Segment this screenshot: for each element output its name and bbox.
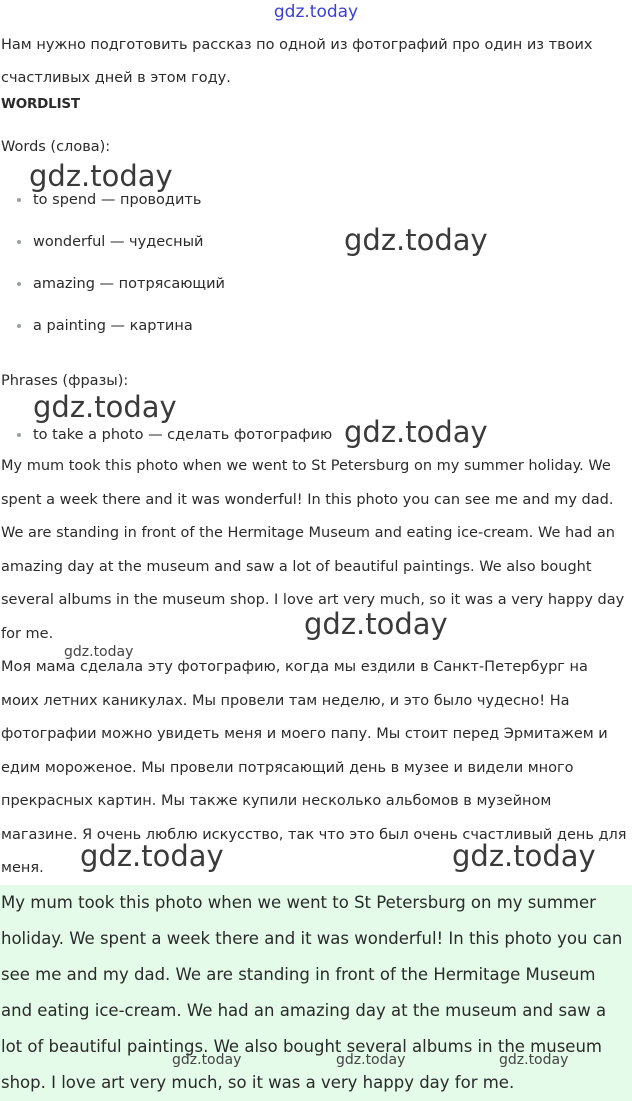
watermark: gdz.today: [336, 1052, 406, 1068]
highlighted-answer-box: [0, 885, 632, 1101]
phrase-text: to take a photo — сделать фотографию: [33, 427, 333, 443]
watermark: gdz.today: [80, 839, 224, 873]
phrase-list-item: [0, 421, 332, 449]
word-text: to spend — проводить: [33, 192, 202, 208]
bullet-icon: [17, 433, 21, 437]
phrases-label: Phrases (фразы):: [1, 373, 129, 389]
phrase-list: [0, 421, 332, 449]
site-brand-link[interactable]: gdz.today: [273, 2, 359, 22]
word-list-item: [0, 228, 225, 270]
watermark: gdz.today: [304, 607, 448, 641]
words-label: Words (слова):: [1, 139, 111, 155]
wordlist-heading: WORDLIST: [1, 96, 80, 112]
word-list: [0, 186, 225, 354]
bullet-icon: [17, 198, 21, 202]
watermark: gdz.today: [29, 159, 173, 193]
bullet-icon: [17, 282, 21, 286]
highlighted-story-text: My mum took this photo when we went to St Petersburg on my summer holiday. We spent a week there and it was wonderful! In this photo you can see me and my dad. We are standing in front of the Hermitage Museum and eating ice-cream. We had an amazing day at the museum and saw a lot of beautiful paintings. We also bought several albums in the museum shop. I love art very much, so it was a very happy day for me.: [1, 893, 623, 1092]
word-list-item: [0, 312, 225, 354]
task-intro: Нам нужно подготовить рассказ по одной из фотографий про один из твоих счастливых дней в этом году.: [1, 37, 593, 86]
watermark: gdz.today: [452, 839, 596, 873]
word-list-item: [0, 270, 225, 312]
watermark: gdz.today: [344, 223, 488, 257]
word-text: wonderful — чудесный: [33, 234, 204, 250]
watermark: gdz.today: [33, 390, 177, 424]
bullet-icon: [17, 324, 21, 328]
watermark: gdz.today: [64, 644, 134, 660]
bullet-icon: [17, 240, 21, 244]
word-text: amazing — потрясающий: [33, 276, 225, 292]
watermark: gdz.today: [172, 1052, 242, 1068]
word-list-item: [0, 186, 225, 228]
watermark: gdz.today: [499, 1052, 569, 1068]
word-text: a painting — картина: [33, 318, 193, 334]
story-text: My mum took this photo when we went to St Petersburg on my summer holiday. We spent a week there and it was wonderful! In this photo you can see me and my dad. We are standing in front of the Hermitage Museum and eating ice-cream. We had an amazing day at the museum and saw a lot of beautiful paintings. We also bought several albums in the museum shop. I love art very much, so it was a very happy day for me.: [1, 458, 625, 642]
watermark: gdz.today: [344, 415, 488, 449]
story-translation: Моя мама сделала эту фотографию, когда мы ездили в Санкт-Петербург на моих летних каникулах. Мы провели там неделю, и это было чудесно! На фотографии можно увидеть меня и моего папу. Мы стоит перед Эрмитажем и едим мороженое. Мы провели потрясающий день в музее и видели много прекрасных картин. Мы также купили несколько альбомов в музейном магазине. Я очень люблю искусство, так что это был очень счастливый день для меня.: [1, 659, 627, 876]
